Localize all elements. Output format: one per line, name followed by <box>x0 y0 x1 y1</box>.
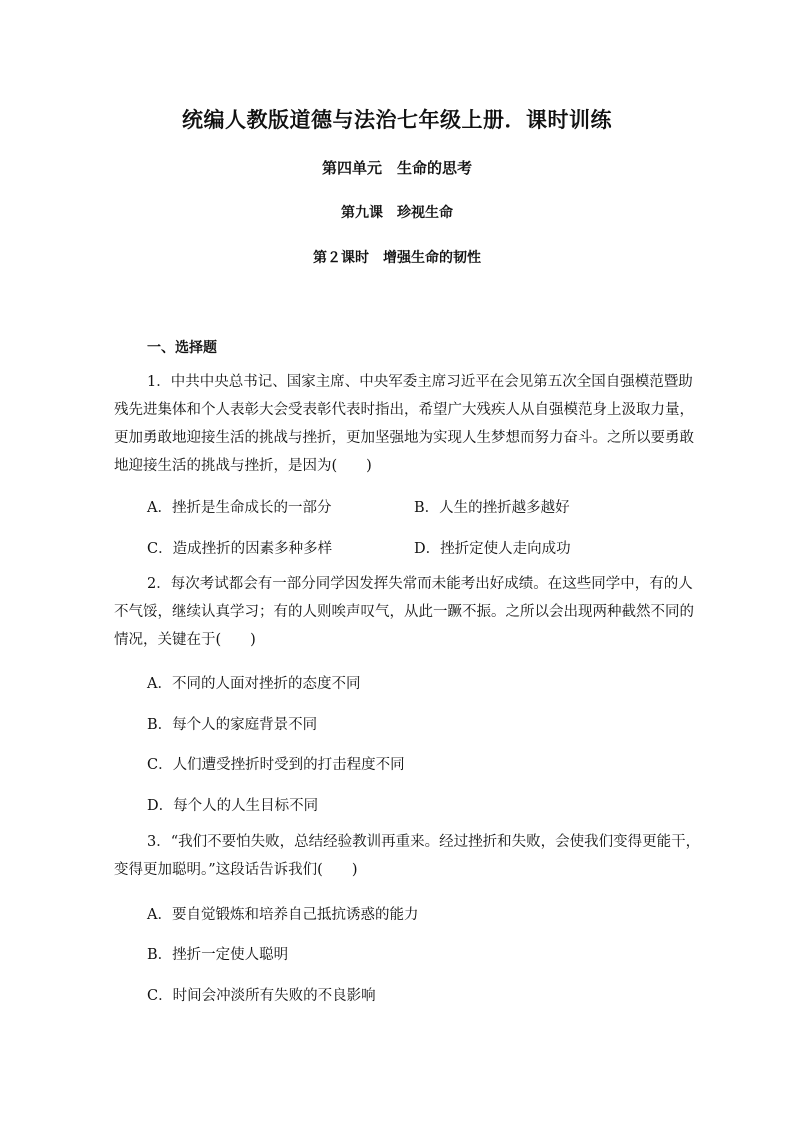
question-3-option-c: C．时间会冲淡所有失败的不良影响 <box>147 988 376 1004</box>
question-line: 更加勇敢地迎接生活的挑战与挫折，更加坚强地为实现人生梦想而努力奋斗。之所以要勇敢 <box>114 430 694 446</box>
question-3-option-b: B．挫折一定使人聪明 <box>147 947 289 963</box>
question-line: 变得更加聪明。”这段话告诉我们( ) <box>114 862 358 878</box>
question-line: 地迎接生活的挑战与挫折，是因为( ) <box>114 458 372 474</box>
section-heading: 一、选择题 <box>147 340 217 356</box>
question-1-option-d: D．挫折定使人走向成功 <box>414 541 571 557</box>
question-line: 1．中共中央总书记、国家主席、中央军委主席习近平在会见第五次全国自强模范暨助 <box>147 374 693 390</box>
question-1-stem <box>114 368 694 480</box>
question-3-stem <box>114 828 701 884</box>
question-2-stem <box>114 570 694 654</box>
lesson-heading: 第九课 珍视生命 <box>341 205 453 221</box>
question-2-option-d: D．每个人的人生目标不同 <box>147 798 319 814</box>
question-1-option-c: C．造成挫折的因素多种多样 <box>147 541 333 557</box>
question-1-option-b: B．人生的挫折越多越好 <box>414 500 570 516</box>
period-heading: 第２课时 增强生命的韧性 <box>313 250 481 266</box>
question-line: 3．“我们不要怕失败，总结经验教训再重来。经过挫折和失败，会使我们变得更能干， <box>147 834 701 850</box>
question-3-option-a: A．要自觉锻炼和培养自己抵抗诱惑的能力 <box>147 907 419 923</box>
question-2-option-a: A．不同的人面对挫折的态度不同 <box>147 676 361 692</box>
question-2-option-b: B．每个人的家庭背景不同 <box>147 717 318 733</box>
question-line: 情况，关键在于( ) <box>114 632 256 648</box>
unit-heading: 第四单元 生命的思考 <box>321 159 472 177</box>
question-line: 2．每次考试都会有一部分同学因发挥失常而未能考出好成绩。在这些同学中，有的人 <box>147 576 693 592</box>
question-2-option-c: C．人们遭受挫折时受到的打击程度不同 <box>147 757 405 773</box>
question-line: 不气馁，继续认真学习；有的人则唉声叹气，从此一蹶不振。之所以会出现两种截然不同的 <box>114 604 694 620</box>
document-title: 统编人教版道德与法治七年级上册．课时训练 <box>182 107 612 132</box>
question-1-option-a: A．挫折是生命成长的一部分 <box>147 500 332 516</box>
question-line: 残先进集体和个人表彰大会受表彰代表时指出，希望广大残疾人从自强模范身上汲取力量， <box>114 402 694 418</box>
